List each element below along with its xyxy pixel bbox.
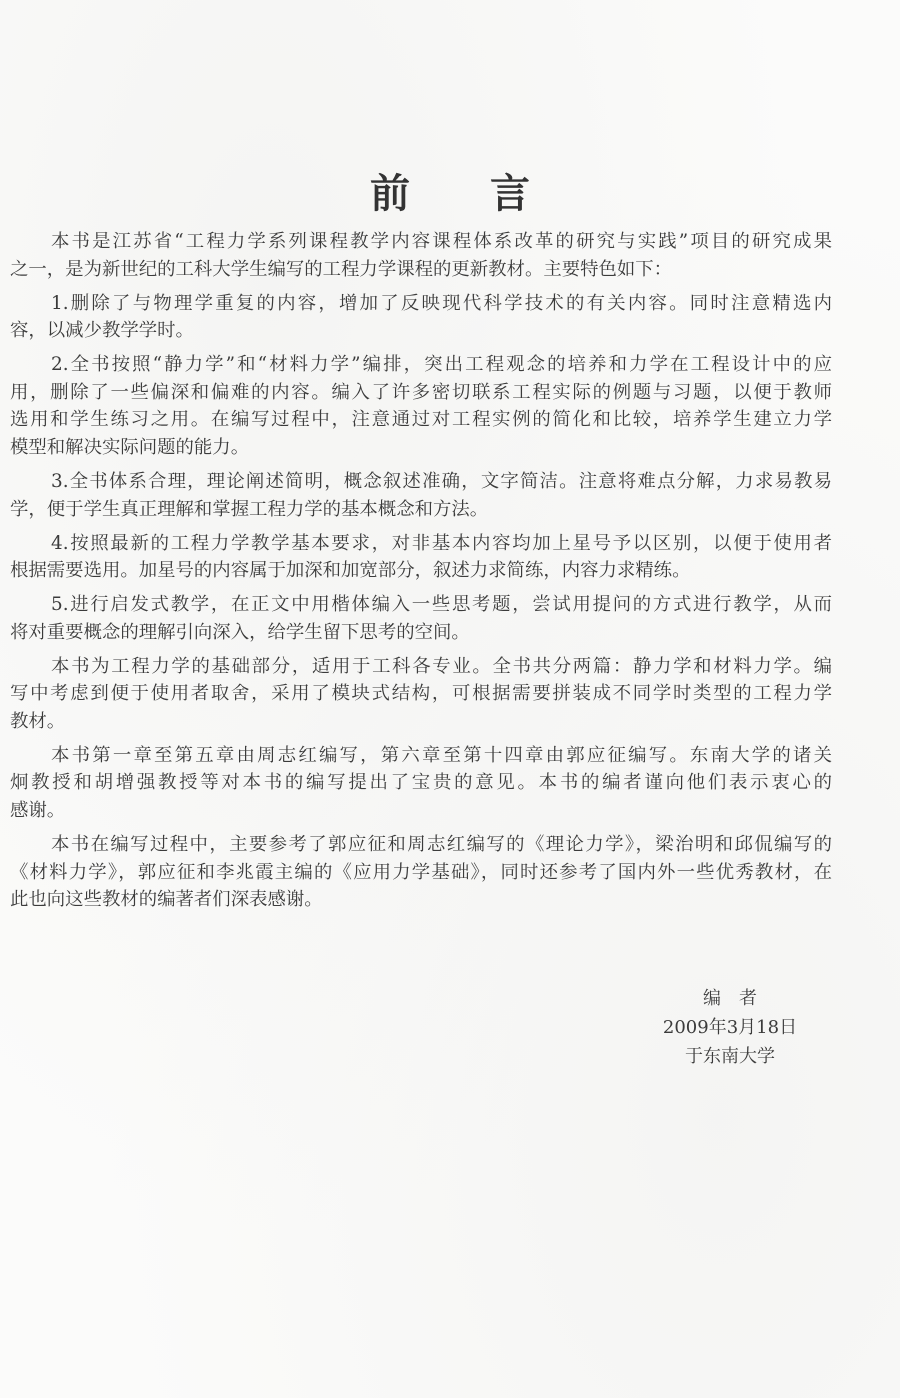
- text-line: 教材。: [10, 710, 66, 732]
- paragraph-feature-4: [10, 530, 832, 585]
- text-line: 根据需要选用。加星号的内容属于加深和加宽部分，叙述力求简练，内容力求精练。: [10, 560, 691, 582]
- text-line: 本书在编写过程中，主要参考了郭应征和周志红编写的《理论力学》，梁治明和邱侃编写的: [51, 834, 832, 855]
- text-line: 学，便于学生真正理解和掌握工程力学的基本概念和方法。: [10, 498, 489, 520]
- paragraph-feature-2: [10, 351, 832, 461]
- page-title: [0, 162, 900, 219]
- text-line: 5.进行启发式教学，在正文中用楷体编入一些思考题，尝试用提问的方式进行教学，从而: [51, 594, 832, 616]
- text-line: 本书是江苏省“工程力学系列课程教学内容课程体系改革的研究与实践”项目的研究成果: [51, 231, 832, 252]
- signature-editor: 编者: [703, 988, 775, 1009]
- text-line: 本书第一章至第五章由周志红编写，第六章至第十四章由郭应征编写。东南大学的诸关: [51, 744, 832, 766]
- text-line: 模型和解决实际问题的能力。: [10, 436, 250, 458]
- signature-block: [600, 984, 860, 1071]
- paragraph-references: [10, 831, 832, 914]
- paragraph-scope: [10, 653, 832, 736]
- title-char-2: 言: [490, 171, 530, 217]
- text-line: 选用和学生练习之用。在编写过程中，注意通过对工程实例的简化和比较，培养学生建立力学: [10, 409, 832, 431]
- text-line: 2.全书按照“静力学”和“材料力学”编排，突出工程观念的培养和力学在工程设计中的应: [51, 354, 832, 376]
- signature-place: 于东南大学: [685, 1046, 775, 1067]
- text-line: 容，以减少教学学时。: [10, 320, 194, 342]
- paragraph-feature-3: [10, 468, 832, 523]
- text-line: 之一，是为新世纪的工科大学生编写的工程力学课程的更新教材。主要特色如下：: [10, 258, 673, 280]
- text-line: 将对重要概念的理解引向深入，给学生留下思考的空间。: [10, 621, 470, 643]
- preface-body: [10, 228, 832, 920]
- paragraph-feature-5: [10, 591, 832, 646]
- text-line: 1.删除了与物理学重复的内容，增加了反映现代科学技术的有关内容。同时注意精选内: [51, 292, 832, 314]
- text-line: 本书为工程力学的基础部分，适用于工科各专业。全书共分两篇：静力学和材料力学。编: [51, 655, 832, 677]
- text-line: 3.全书体系合理，理论阐述简明，概念叙述准确，文字简洁。注意将难点分解，力求易教易: [51, 470, 832, 492]
- text-line: 感谢。: [10, 800, 66, 822]
- text-line: 用，删除了一些偏深和偏难的内容。编入了许多密切联系工程实际的例题与习题，以便于教师: [10, 381, 832, 403]
- text-line: 炯教授和胡增强教授等对本书的编写提出了宝贵的意见。本书的编者谨向他们表示衷心的: [10, 772, 832, 794]
- text-line: 《材料力学》，郭应征和李兆霞主编的《应用力学基础》，同时还参考了国内外一些优秀教材，在: [10, 861, 832, 883]
- text-line: 此也向这些教材的编著者们深表感谢。: [10, 889, 323, 911]
- text-line: 4.按照最新的工程力学教学基本要求，对非基本内容均加上星号予以区别，以便于使用者: [51, 532, 832, 554]
- text-line: 写中考虑到便于使用者取舍，采用了模块式结构，可根据需要拼装成不同学时类型的工程力学: [10, 683, 832, 705]
- signature-date: 2009年3月18日: [662, 1017, 798, 1038]
- paragraph-authors: [10, 742, 832, 825]
- title-char-1: 前: [370, 171, 410, 217]
- paragraph-intro: [10, 228, 832, 283]
- paragraph-feature-1: [10, 290, 832, 345]
